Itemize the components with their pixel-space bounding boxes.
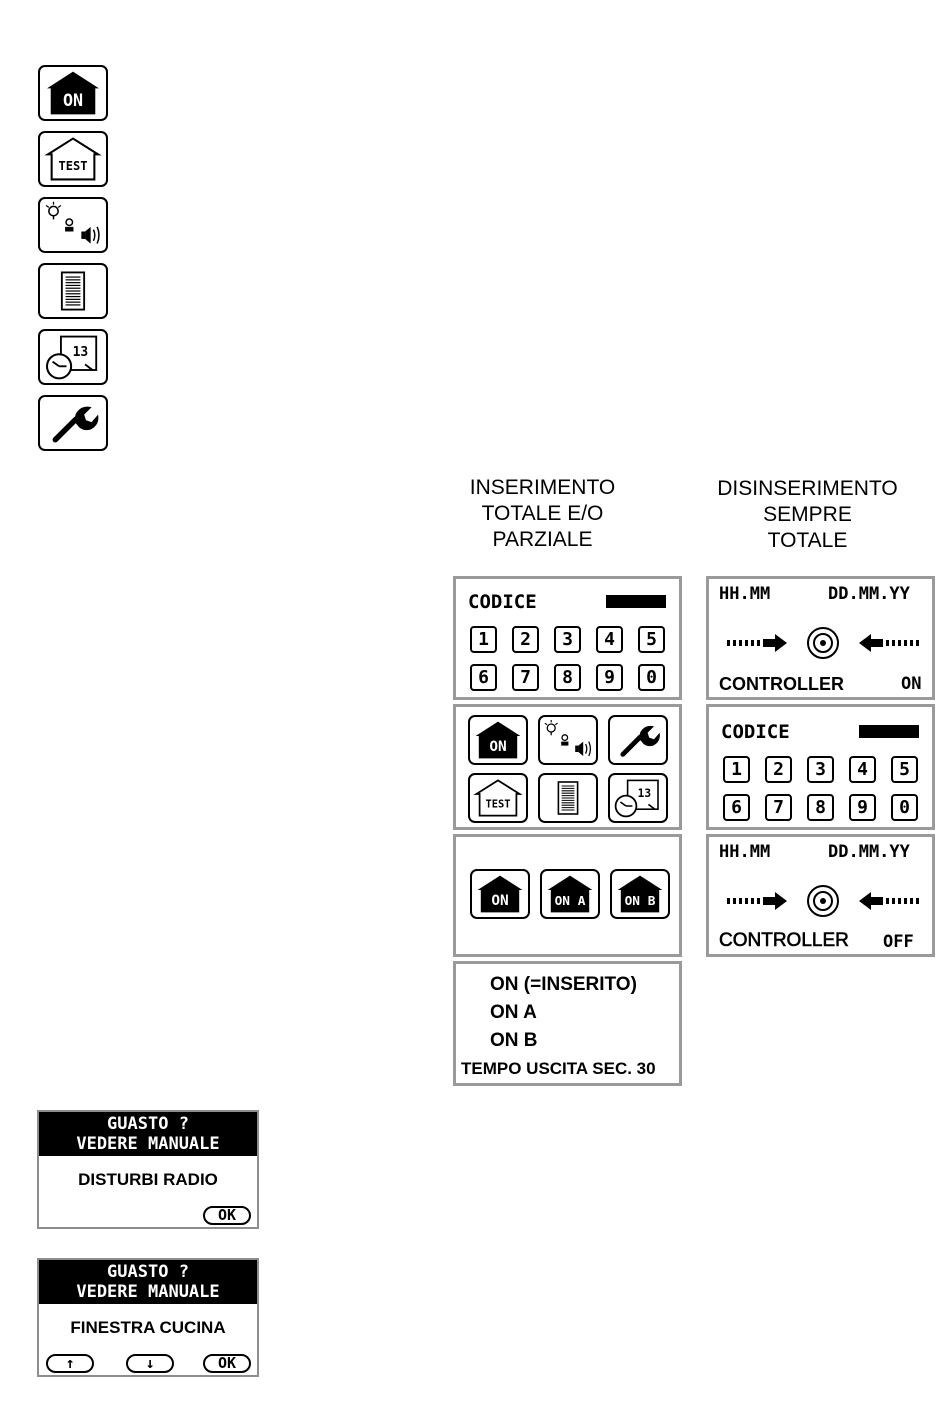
disarm-heading-line: SEMPRE [763, 503, 852, 526]
code-mask [606, 595, 666, 608]
calendar-day-label: 13 [72, 345, 89, 361]
controller-target-icon [723, 623, 923, 663]
arm-text-panel [453, 961, 682, 1086]
key-6[interactable]: 6 [470, 664, 497, 691]
insert-heading-line: TOTALE E/O [481, 502, 604, 525]
arm-option-on[interactable]: ON (=INSERITO) [490, 974, 637, 995]
key-1[interactable]: 1 [470, 626, 497, 653]
menu-day-label: 13 [637, 787, 652, 801]
disarm-heading [700, 476, 915, 554]
key-2[interactable]: 2 [512, 626, 539, 653]
ok-button[interactable]: OK [203, 1354, 251, 1373]
fault-title: GUASTO ? [107, 1114, 189, 1134]
fault-subtitle: VEDERE MANUALE [76, 1282, 220, 1302]
arm-on-a-button[interactable] [540, 869, 600, 919]
arm-option-on-a[interactable]: ON A [490, 1002, 537, 1023]
ok-button[interactable]: OK [203, 1206, 251, 1225]
status-panel-on [706, 576, 935, 700]
disarm-key-3[interactable]: 3 [807, 756, 834, 783]
controller-state-off: OFF [883, 932, 914, 952]
arm-on-a-label: ON A [554, 894, 586, 910]
arm-on-button[interactable] [470, 869, 530, 919]
home-on-icon[interactable] [38, 65, 108, 121]
fault-header [39, 1112, 257, 1156]
time-format: HH.MM [719, 584, 771, 604]
fault-title: GUASTO ? [107, 1262, 189, 1282]
home-on-label: ON [62, 90, 84, 110]
key-3[interactable]: 3 [554, 626, 581, 653]
disarm-key-4[interactable]: 4 [849, 756, 876, 783]
controller-state-on: ON [901, 674, 922, 694]
disarm-key-9[interactable]: 9 [849, 794, 876, 821]
disarm-key-2[interactable]: 2 [765, 756, 792, 783]
date-format: DD.MM.YY [828, 584, 910, 604]
exit-time-text: TEMPO USCITA SEC. 30 [461, 1059, 656, 1078]
arm-mode-panel [453, 834, 682, 957]
fault-subtitle: VEDERE MANUALE [76, 1134, 220, 1154]
key-5[interactable]: 5 [638, 626, 665, 653]
controller-label: CONTROLLER [719, 674, 844, 694]
main-menu-panel [453, 704, 682, 830]
arm-option-on-b[interactable]: ON B [490, 1030, 538, 1051]
lamp-siren-icon[interactable] [38, 197, 108, 253]
arm-on-b-label: ON B [624, 894, 656, 910]
scroll-down-button[interactable]: ↓ [126, 1354, 174, 1373]
insert-heading [440, 475, 645, 553]
keypad-panel-disarm [706, 704, 935, 830]
menu-test-label: TEST [485, 798, 511, 811]
disarm-key-5[interactable]: 5 [891, 756, 918, 783]
home-test-label: TEST [58, 159, 88, 174]
status-panel-off [706, 834, 935, 957]
menu-wrench-icon[interactable] [608, 715, 668, 765]
scroll-up-button[interactable]: ↑ [46, 1354, 94, 1373]
log-list-icon[interactable] [38, 263, 108, 319]
code-label: CODICE [468, 591, 537, 613]
insert-heading-line: INSERIMENTO [469, 476, 616, 499]
disarm-code-label: CODICE [721, 721, 790, 743]
disarm-heading-line: DISINSERIMENTO [717, 477, 898, 500]
key-7[interactable]: 7 [512, 664, 539, 691]
fault-dialog-window [37, 1258, 259, 1377]
time-format: HH.MM [719, 842, 771, 862]
disarm-heading-line: TOTALE [767, 529, 848, 552]
key-0[interactable]: 0 [638, 664, 665, 691]
key-4[interactable]: 4 [596, 626, 623, 653]
menu-clock-calendar-icon[interactable] [608, 773, 668, 823]
wrench-icon[interactable] [38, 395, 108, 451]
disarm-key-1[interactable]: 1 [723, 756, 750, 783]
controller-label: CONTROLLER [719, 930, 849, 951]
insert-heading-line: PARZIALE [492, 528, 593, 551]
menu-log-list-icon[interactable] [538, 773, 598, 823]
clock-calendar-icon[interactable] [38, 329, 108, 385]
keypad-panel-insert [453, 576, 682, 700]
menu-lamp-siren-icon[interactable] [538, 715, 598, 765]
fault-dialog-radio [37, 1110, 259, 1229]
arm-on-label: ON [491, 893, 509, 910]
menu-on-label: ON [489, 739, 507, 756]
disarm-key-0[interactable]: 0 [891, 794, 918, 821]
menu-home-on-icon[interactable] [468, 715, 528, 765]
home-test-icon[interactable] [38, 131, 108, 187]
fault-message: DISTURBI RADIO [78, 1170, 218, 1189]
fault-header [39, 1260, 257, 1304]
key-8[interactable]: 8 [554, 664, 581, 691]
date-format: DD.MM.YY [828, 842, 910, 862]
key-9[interactable]: 9 [596, 664, 623, 691]
disarm-key-7[interactable]: 7 [765, 794, 792, 821]
menu-home-test-icon[interactable] [468, 773, 528, 823]
disarm-code-mask [859, 725, 919, 738]
controller-target-icon [723, 881, 923, 921]
disarm-key-8[interactable]: 8 [807, 794, 834, 821]
arm-on-b-button[interactable] [610, 869, 670, 919]
fault-message: FINESTRA CUCINA [70, 1318, 226, 1337]
disarm-key-6[interactable]: 6 [723, 794, 750, 821]
